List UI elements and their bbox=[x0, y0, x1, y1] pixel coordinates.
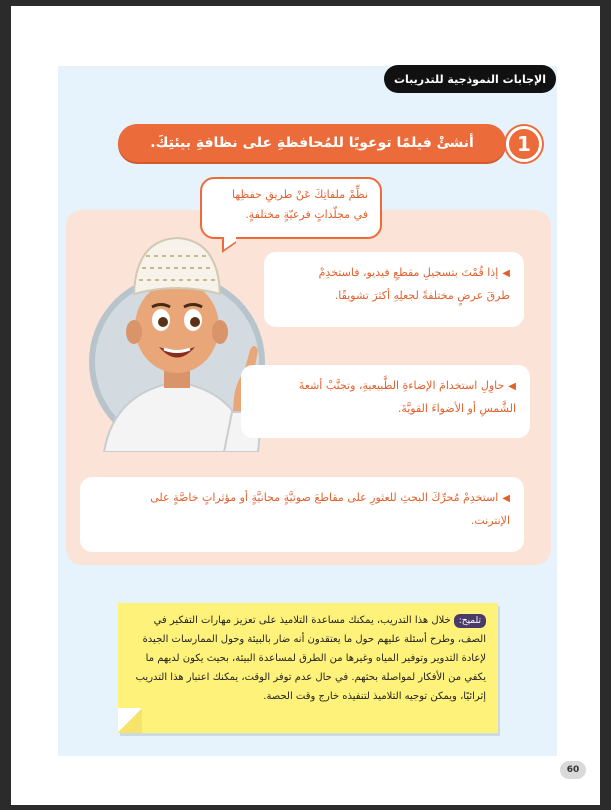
section-header: الإجابات النموذجية للتدريبات bbox=[384, 65, 556, 93]
teacher-note bbox=[118, 603, 498, 733]
note-text: خلال هذا التدريب، يمكنك مساعدة التلاميذ على تعزيز مهارات التفكير في الصف، وطرح أسئلة عليهم حول ما يعتقدون أنه ضار بالبيئة وحول الممارسات الجيدة لإعادة التدوير وتوفير المياه وغيرها من الطرق لمساعدة البيئة، بحيث يكون لديهم ما يكفي من الأفكار لمواصلة بحثهم. في حال عدم توفر الوقت، يمكنك اعتبار هذا التدريب إثرائيًا، ويمكن توجيه التلاميذ لتنفيذه خارج وقت الحصة. bbox=[135, 615, 486, 702]
tip-card bbox=[241, 365, 530, 438]
tip-line-1: استخدِمْ مُحرِّكَ البحثِ للعثورِ على مقاطعَ صوتيَّةٍ مجانيَّةٍ أو مؤثراتٍ خاصَّةٍ على bbox=[150, 491, 499, 504]
speech-line-2: في مجلّداتٍ فرعيّةٍ مختلفةٍ. bbox=[245, 208, 368, 221]
tip-card bbox=[264, 252, 524, 327]
tip-card bbox=[80, 477, 524, 552]
tip-line-1: إذا قُمْتَ بتسجيلِ مقطعِ فيديو، فاستخدِمْ bbox=[318, 266, 499, 279]
speech-line-1: نظِّمْ ملفاتِكَ عَنْ طريقِ حفظِها bbox=[232, 188, 368, 201]
arrow-left-icon: ◀ bbox=[502, 493, 510, 504]
arrow-left-icon: ◀ bbox=[508, 381, 516, 392]
arrow-left-icon: ◀ bbox=[502, 268, 510, 279]
activity-number: 1 bbox=[506, 126, 542, 162]
tip-line-2: الشَّمسِ أو الأضواءَ القويَّةَ. bbox=[397, 402, 516, 415]
tip-line-2: الإنترنت. bbox=[470, 514, 510, 527]
note-tag: تلميح: bbox=[454, 614, 486, 628]
tip-line-2: طرقَ عرضٍ مختلفةً لجعلِهِ أكثرَ تشويقًا. bbox=[334, 289, 510, 302]
tip-line-1: حاوِلِ استخدامَ الإضاءةِ الطَّبيعيةِ، وتجنَّبْ أشعةَ bbox=[298, 379, 505, 392]
speech-bubble bbox=[200, 177, 382, 239]
note-fold-corner bbox=[118, 708, 142, 733]
page-number: 60 bbox=[560, 761, 586, 779]
activity-title: أنشئْ فيلمًا توعويًا للمُحافظةِ على نظافةِ بيئتِكَ. bbox=[118, 124, 506, 162]
